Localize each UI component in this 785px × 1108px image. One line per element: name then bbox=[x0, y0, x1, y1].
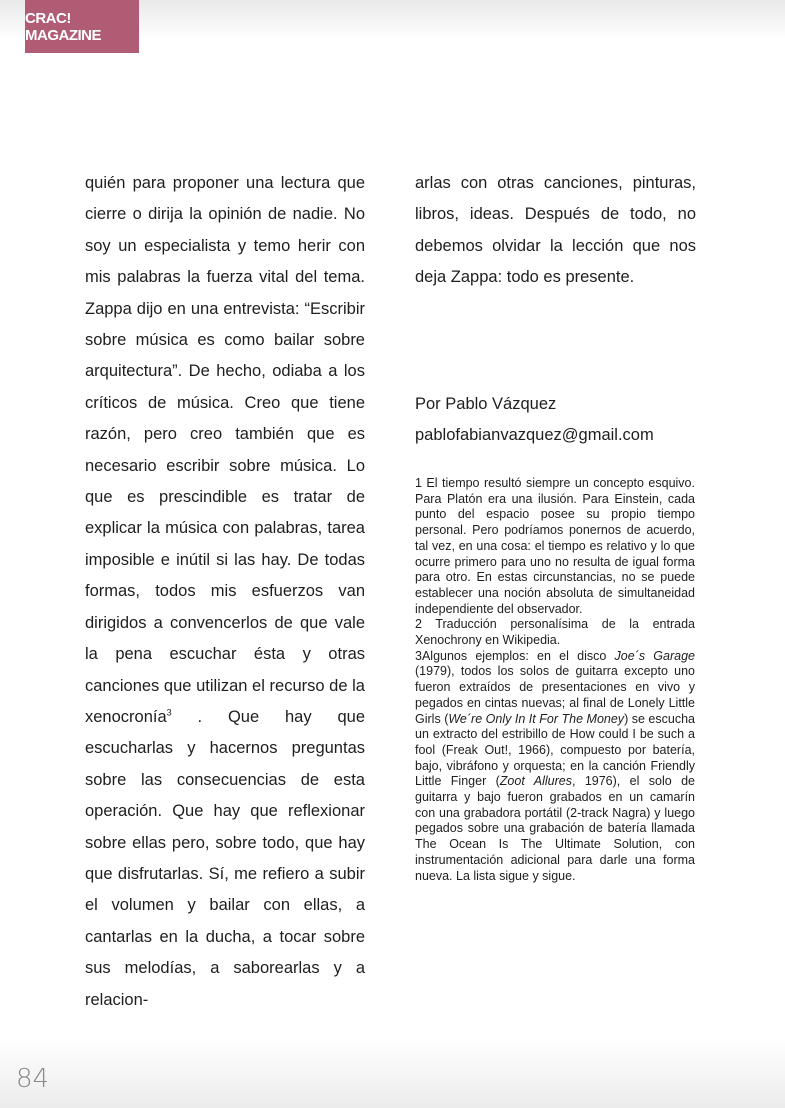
footnote-2: 2 Traducción personalísima de la entrada Xenochrony en Wikipedia. bbox=[415, 617, 695, 648]
magazine-tag bbox=[25, 0, 139, 53]
footnote-3-text-b: (1979), todos los solos de guitarra excepto uno fueron extraídos de presentaciones en vivo y pegados en cintas nuevas; al final de Lonely Little Girls ( bbox=[415, 664, 695, 726]
footnote-3-text-c: ) se escucha un extracto del estribillo de How could I be such a fool (Freak Out!, 1966), compuesto por batería, bajo, vibráfono y orquesta; en la canción Friendly Little Finger ( bbox=[415, 711, 695, 789]
left-text-b: . Que hay que escucharlas y hacernos preguntas sobre las consecuencias de esta operación. Que hay que reflexionar sobre ellas pero, sobre todo, que hay que disfrutarlas. Sí, me refiero a subir el volumen y bailar con ellas, a cantarlas en la ducha, a tocar sobre sus melodías, a saborearlas y a relacion- bbox=[85, 707, 365, 1009]
bottom-shade bbox=[0, 1038, 785, 1108]
footnote-3-text-a: 3Algunos ejemplos: en el disco bbox=[415, 648, 615, 663]
album-title-2: We´re Only In It For The Money bbox=[448, 711, 625, 726]
left-column bbox=[85, 168, 365, 1016]
footnote-3-text-d: , 1976), el solo de guitarra y bajo fueron grabados en un camarín con una grabadora portátil (2-track Nagra) y luego pegados sobre una grabación de batería llamada The Ocean Is The Ultimate Solution, con instrumentación adicional para darle una forma nueva. La lista sigue y sigue. bbox=[415, 774, 696, 883]
magazine-name: CRAC! MAGAZINE bbox=[25, 9, 101, 44]
right-column-paragraph: arlas con otras canciones, pinturas, libros, ideas. Después de todo, no debemos olvidar la lección que nos deja Zappa: todo es presente. bbox=[415, 174, 696, 287]
author-email: pablofabianvazquez@gmail.com bbox=[415, 426, 654, 445]
author-name: Por Pablo Vázquez bbox=[415, 395, 557, 413]
album-title-3: Zoot Allures bbox=[499, 774, 572, 789]
footnote-1: 1 El tiempo resultó siempre un concepto esquivo. Para Platón era una ilusión. Para Einstein, cada punto del espacio posee su propio tiempo personal. Pero podríamos ponernos de acuerdo, tal vez, en una cosa: el tiempo es relativo y lo que ocurre primero para uno no resulta de igual forma para otro. En estas circunstancias, no se puede establecer una noción absoluta de simultaneidad independiente del observador. bbox=[415, 476, 695, 616]
right-column bbox=[415, 168, 696, 294]
page-number: 84 bbox=[16, 1064, 50, 1094]
footnote-ref-3: 3 bbox=[166, 707, 172, 718]
left-text-a: quién para proponer una lectura que cierre o dirija la opinión de nadie. No soy un especialista y temo herir con mis palabras la fuerza vital del tema. Zappa dijo en una entrevista: “Escribir sobre música es como bailar sobre arquitectura”. De hecho, odiaba a los críticos de música. Creo que tiene razón, pero creo también que es necesario escribir sobre música. Lo que es prescindible es tratar de explicar la música con palabras, tarea imposible e inútil si las hay. De todas formas, todos mis esfuerzos van dirigidos a convencerlos de que vale la pena escuchar ésta y otras canciones que utilizan el recurso de la xenocronía bbox=[85, 174, 365, 726]
footnote-3 bbox=[415, 649, 695, 885]
byline bbox=[415, 389, 654, 452]
footnotes bbox=[415, 476, 695, 884]
left-column-paragraph bbox=[85, 168, 365, 1016]
album-title-1: Joe´s Garage bbox=[614, 648, 695, 663]
